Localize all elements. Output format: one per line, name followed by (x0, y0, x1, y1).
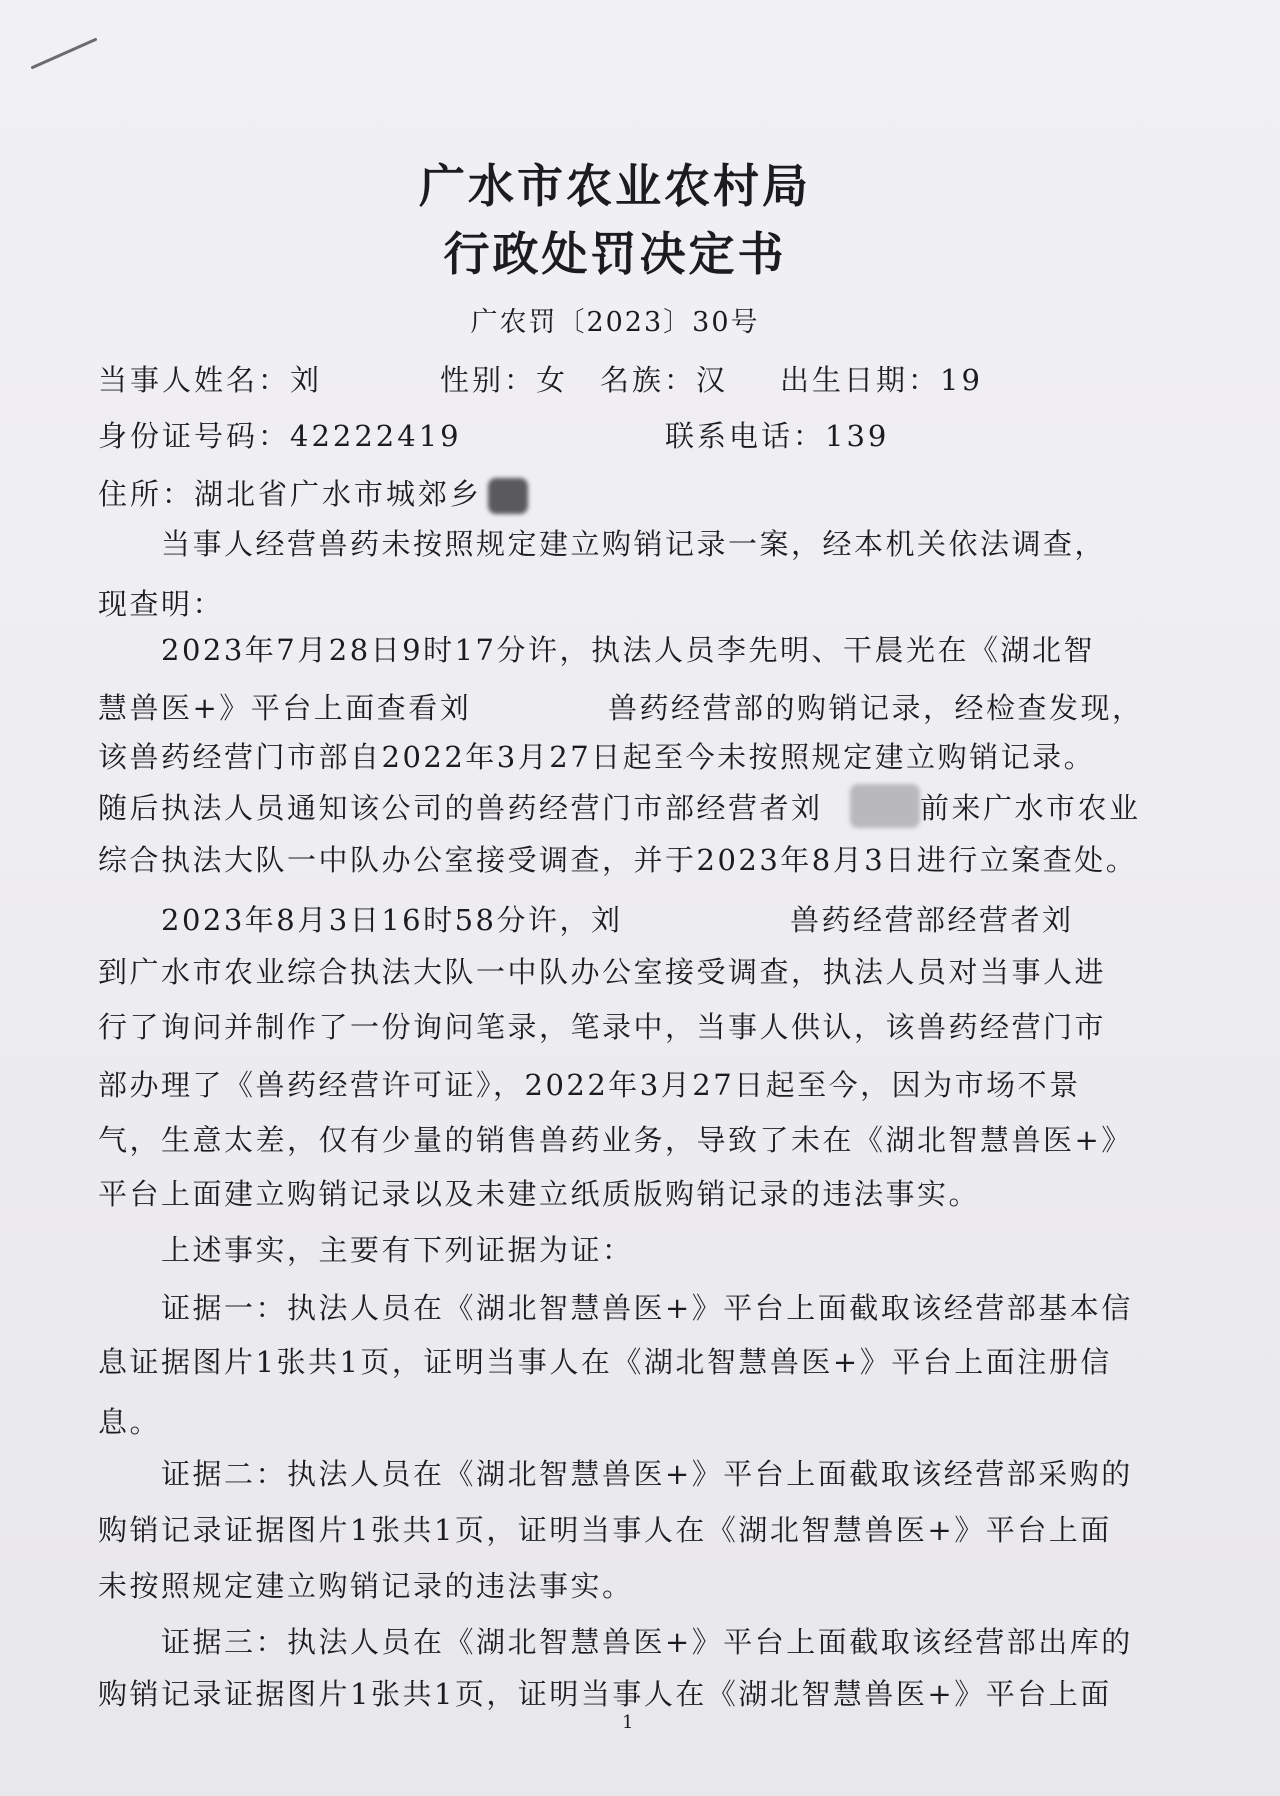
pen-stroke-mark (31, 37, 98, 69)
redaction-mark (850, 784, 920, 828)
body-line: 到广水市农业综合执法大队一中队办公室接受调查，执法人员对当事人进 (98, 955, 1107, 989)
body-line: 证据二：执法人员在《湖北智慧兽医+》平台上面截取该经营部采购的 (98, 1457, 1133, 1491)
party-address: 住所：湖北省广水市城郊乡 (98, 477, 483, 511)
body-line: 当事人经营兽药未按照规定建立购销记录一案，经本机关依法调查， (98, 527, 1107, 561)
body-line: 综合执法大队一中队办公室接受调查，并于2023年8月3日进行立案查处。 (98, 843, 1138, 877)
body-line: 息。 (98, 1405, 162, 1439)
party-phone: 联系电话：139 (665, 419, 890, 453)
body-line: 息证据图片1张共1页，证明当事人在《湖北智慧兽医+》平台上面注册信 (98, 1345, 1112, 1379)
body-line: 平台上面建立购销记录以及未建立纸质版购销记录的违法事实。 (98, 1177, 981, 1211)
body-line: 2023年7月28日9时17分许，执法人员李先明、干晨光在《湖北智 (98, 633, 1096, 667)
body-line: 现查明： (98, 587, 225, 621)
party-gender: 性别：女 (440, 363, 569, 397)
body-line: 购销记录证据图片1张共1页，证明当事人在《湖北智慧兽医+》平台上面 (98, 1677, 1112, 1711)
body-line: 兽药经营部的购销记录，经检查发现， (608, 691, 1144, 725)
body-line: 行了询问并制作了一份询问笔录，笔录中，当事人供认，该兽药经营门市 (98, 1010, 1107, 1044)
document-number: 广农罚〔2023〕30号 (470, 307, 760, 338)
body-line: 2023年8月3日16时58分许，刘 (98, 903, 623, 937)
body-line: 证据三：执法人员在《湖北智慧兽医+》平台上面截取该经营部出库的 (98, 1625, 1133, 1659)
party-birth-date: 出生日期：19 (780, 363, 983, 397)
body-line: 该兽药经营门市部自2022年3月27日起至今未按照规定建立购销记录。 (98, 740, 1096, 774)
body-line: 兽药经营部经营者刘 (790, 903, 1074, 937)
body-line: 证据一：执法人员在《湖北智慧兽医+》平台上面截取该经营部基本信 (98, 1291, 1133, 1325)
party-name: 当事人姓名：刘 (98, 363, 323, 397)
body-line: 购销记录证据图片1张共1页，证明当事人在《湖北智慧兽医+》平台上面 (98, 1513, 1112, 1547)
party-id-number: 身份证号码：42222419 (98, 419, 462, 453)
redaction-mark (488, 478, 528, 514)
body-line: 气，生意太差，仅有少量的销售兽药业务，导致了未在《湖北智慧兽医+》 (98, 1123, 1133, 1157)
body-line: 部办理了《兽药经营许可证》，2022年3月27日起至今，因为市场不景 (98, 1068, 1081, 1102)
body-line: 慧兽医+》平台上面查看刘 (98, 691, 472, 725)
body-line: 前来广水市农业 (920, 791, 1141, 825)
body-line: 随后执法人员通知该公司的兽药经营门市部经营者刘 (98, 791, 823, 825)
party-ethnicity: 名族：汉 (600, 363, 729, 397)
page-number: 1 (622, 1712, 634, 1733)
document-title-issuer: 广水市农业农村局 (419, 159, 811, 213)
document-title-type: 行政处罚决定书 (443, 227, 787, 281)
body-line: 上述事实，主要有下列证据为证： (98, 1233, 634, 1267)
body-line: 未按照规定建立购销记录的违法事实。 (98, 1569, 634, 1603)
